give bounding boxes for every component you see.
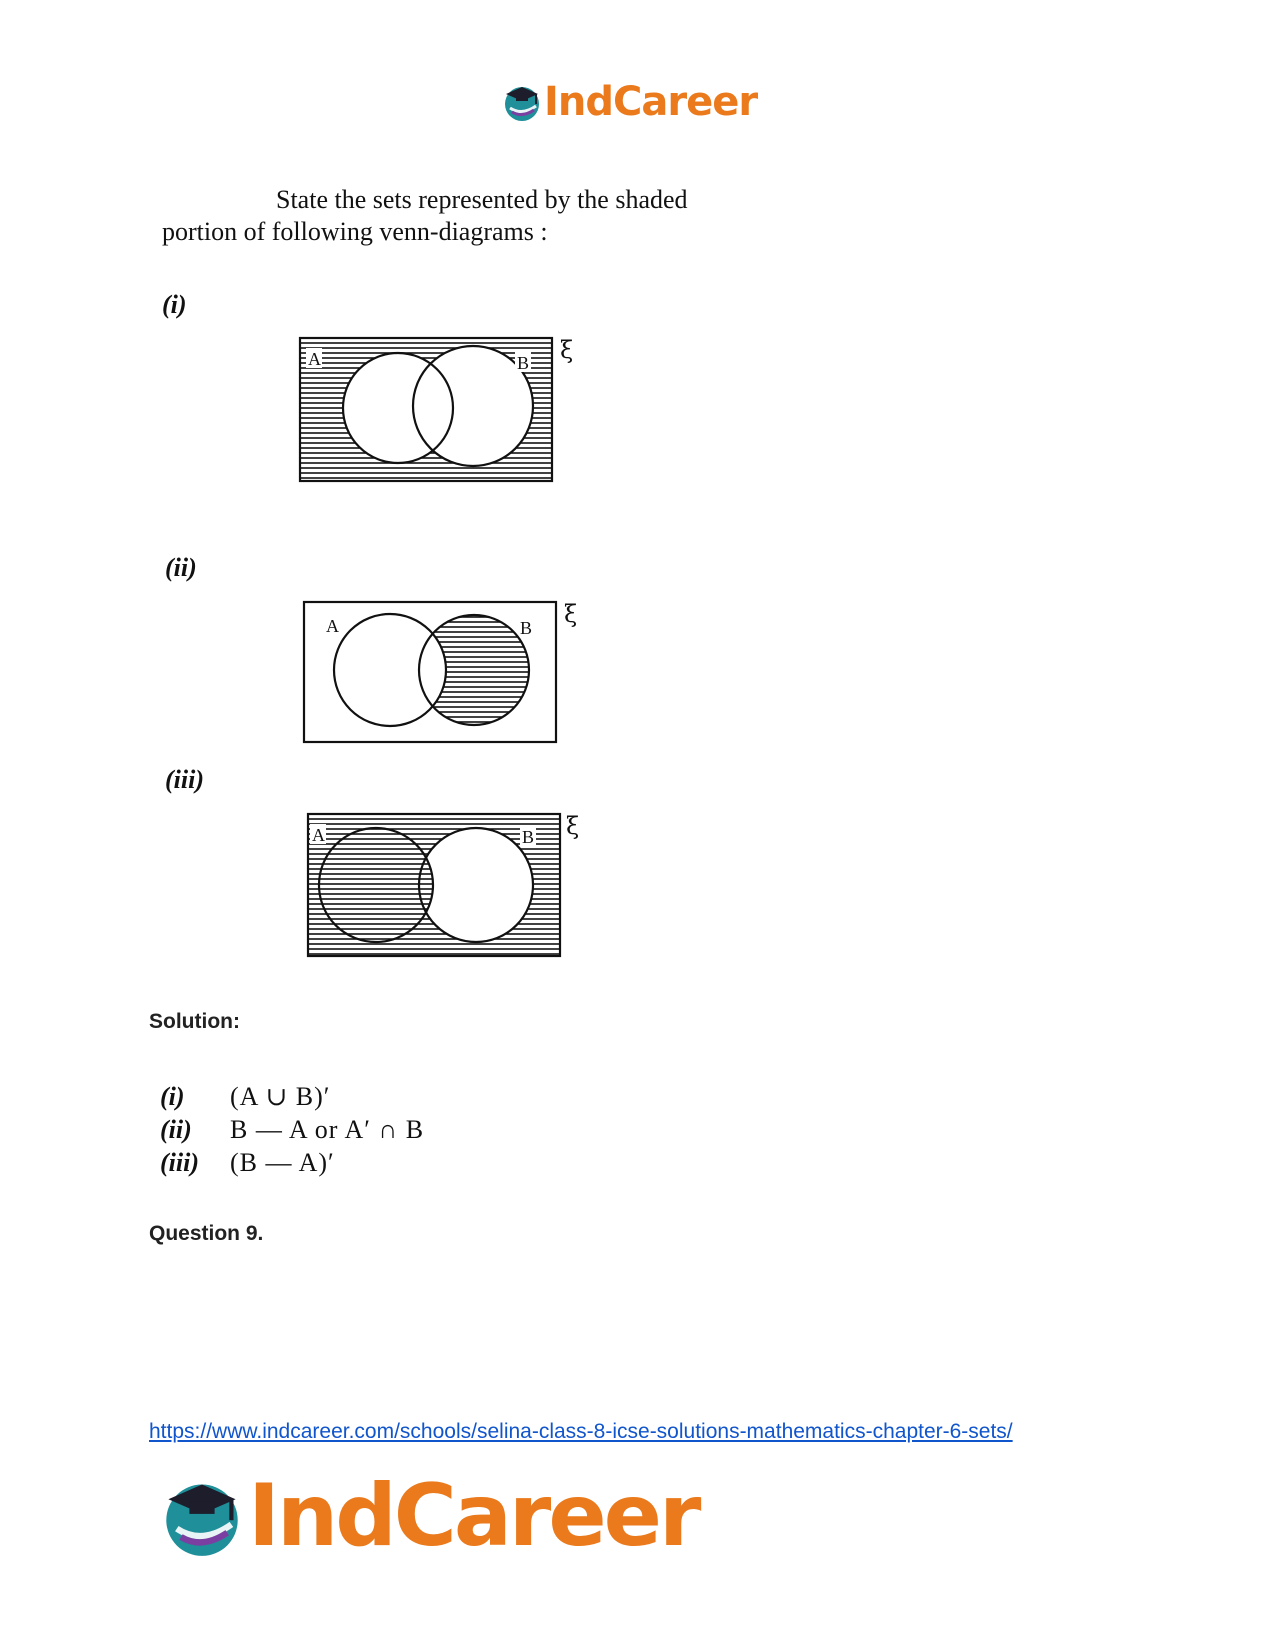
diagram-label-ii: (ii) (165, 553, 197, 582)
venn-ii-label-b: B (520, 618, 533, 638)
logo-wordmark: IndCareer (544, 79, 758, 125)
answer-text: (B — A)′ (230, 1148, 335, 1177)
venn-i-label-b: B (517, 353, 530, 373)
answer-text: (A ∪ B)′ (230, 1082, 331, 1111)
venn-ii-label-a: A (326, 616, 339, 636)
venn-iii-universal-symbol: ξ (566, 812, 580, 840)
footer-logo (160, 1466, 699, 1566)
source-url-link[interactable]: https://www.indcareer.com/schools/selina-class-8-icse-solutions-mathematics-chapter-6-sets/ (149, 1420, 1013, 1443)
answer-row (160, 1146, 424, 1179)
diagram-label-i: (i) (162, 290, 187, 319)
answer-row (160, 1080, 424, 1113)
question-text-line-1: State the sets represented by the shaded (276, 185, 688, 214)
answer-text: B — A or A′ ∩ B (230, 1115, 425, 1144)
graduation-cap-globe-icon (160, 1474, 244, 1558)
venn-i-universal-symbol: ξ (560, 336, 574, 364)
venn-diagram-ii (302, 600, 592, 750)
logo-wordmark: IndCareer (248, 1466, 699, 1566)
next-question-heading: Question 9. (149, 1222, 264, 1245)
venn-i-label-a: A (308, 349, 321, 369)
venn-ii-universal-symbol: ξ (564, 600, 578, 628)
answer-row (160, 1113, 424, 1146)
graduation-cap-globe-icon (502, 82, 542, 122)
answer-label: (i) (160, 1082, 185, 1111)
answer-label: (iii) (160, 1148, 199, 1177)
header-logo (502, 80, 757, 124)
venn-iii-label-a: A (312, 825, 325, 845)
diagram-label-iii: (iii) (165, 765, 204, 794)
venn-diagram-iii (306, 812, 596, 962)
solution-heading: Solution: (149, 1010, 240, 1033)
question-text-line-2: portion of following venn-diagrams : (162, 217, 548, 246)
solution-answers (160, 1080, 424, 1179)
answer-label: (ii) (160, 1115, 192, 1144)
venn-iii-label-b: B (522, 827, 535, 847)
venn-diagram-i (298, 336, 588, 486)
